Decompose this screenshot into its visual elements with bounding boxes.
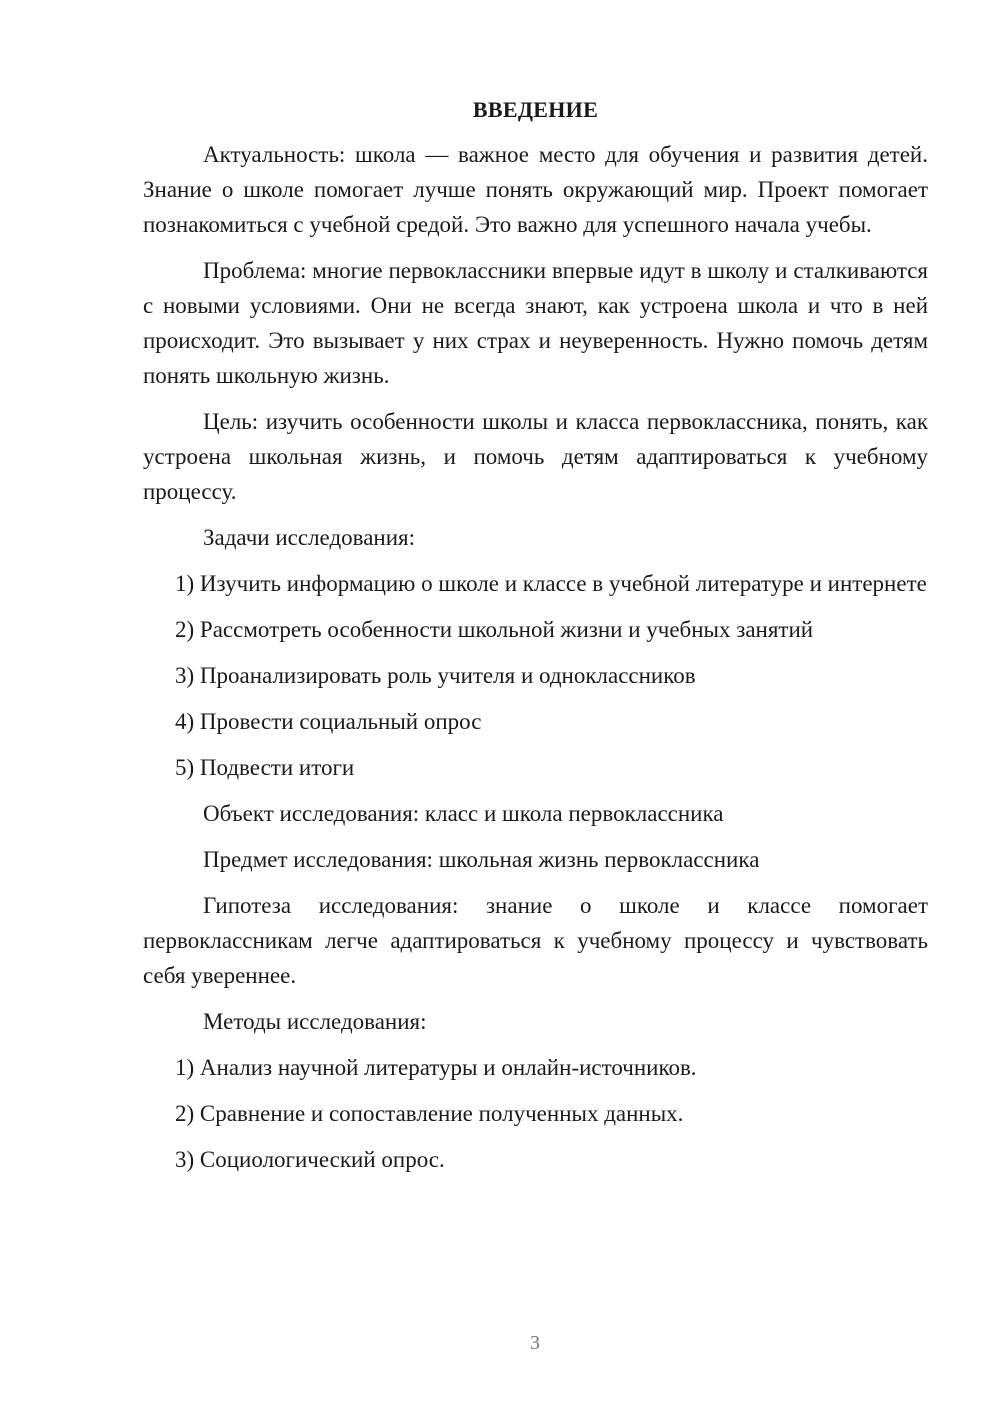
page-title: ВВЕДЕНИЕ (472, 97, 599, 122)
hypothesis-paragraph: Гипотеза исследования: знание о школе и классе помогает первоклассникам легче адаптироваться к учебному процессу и чувствовать себя увереннее. (143, 893, 928, 988)
methods-heading: Методы исследования: (203, 1009, 427, 1034)
task-item: 1) Изучить информацию о школе и классе в учебной литературе и интернете (175, 571, 927, 596)
tasks-heading: Задачи исследования: (203, 525, 416, 550)
relevance-paragraph: Актуальность: школа — важное место для обучения и развития детей. Знание о школе помогает лучше понять окружающий мир. Проект помогает познакомиться с учебной средой. Это важно для успешного начала учебы. (143, 142, 928, 237)
method-item: 2) Сравнение и сопоставление полученных данных. (175, 1101, 684, 1126)
task-item: 5) Подвести итоги (175, 755, 355, 780)
subject-line: Предмет исследования: школьная жизнь первоклассника (203, 847, 760, 872)
method-item: 3) Социологический опрос. (175, 1147, 445, 1172)
document-page (143, 92, 928, 1188)
task-item: 2) Рассмотреть особенности школьной жизни и учебных занятий (175, 617, 814, 642)
object-line: Объект исследования: класс и школа первоклассника (203, 801, 724, 826)
tasks-list (143, 566, 928, 785)
problem-paragraph: Проблема: многие первоклассники впервые идут в школу и сталкиваются с новыми условиями. Они не всегда знают, как устроена школа и что в ней происходит. Это вызывает у них страх и неуверенность. Нужно помочь детям понять школьную жизнь. (143, 258, 928, 388)
task-item: 3) Проанализировать роль учителя и одноклассников (175, 663, 696, 688)
goal-paragraph: Цель: изучить особенности школы и класса первоклассника, понять, как устроена школьная жизнь, и помочь детям адаптироваться к учебному процессу. (143, 409, 928, 504)
task-item: 4) Провести социальный опрос (175, 709, 482, 734)
methods-list (143, 1050, 928, 1177)
page-number: 3 (530, 1332, 540, 1354)
method-item: 1) Анализ научной литературы и онлайн-источников. (175, 1055, 697, 1080)
